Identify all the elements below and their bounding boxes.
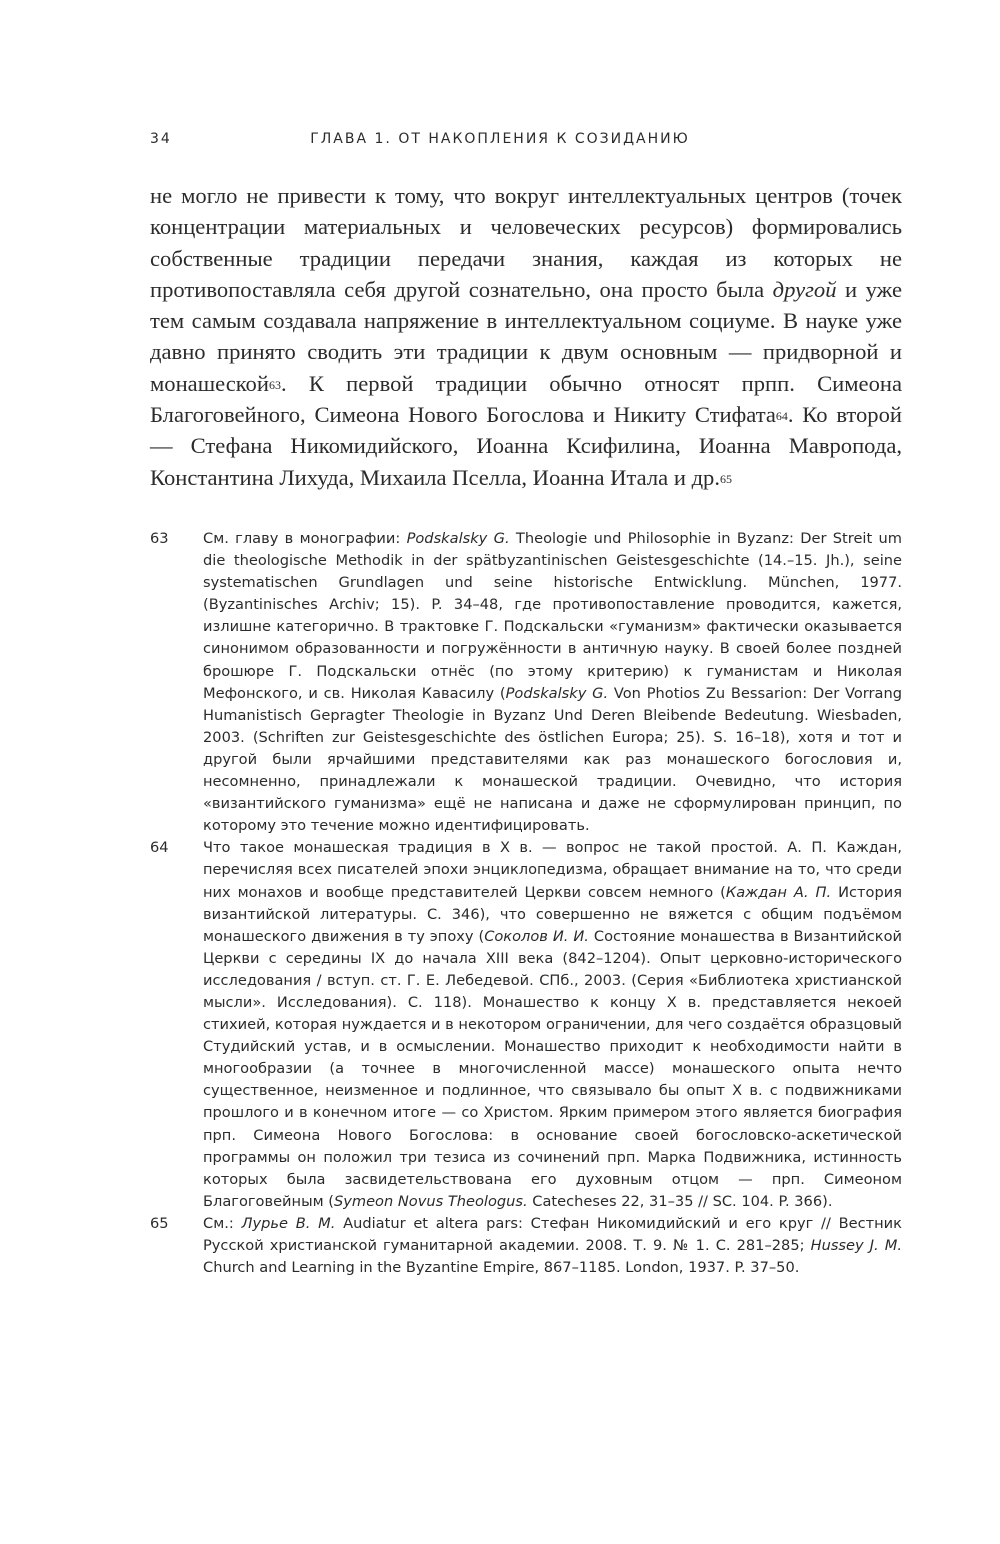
main-paragraph [150,180,902,493]
footnote-text-part: Church and Learning in the Byzantine Empire, 867–1185. London, 1937. P. 37–50. [203,1259,800,1277]
footnote-author: Соколов И. И. [484,927,589,945]
main-text-part-4: . Ко второй — Стефана Никомидийского, Иоанна Ксифилина, Иоанна Мавропода, Константина Лихуда, Михаила Пселла, Иоанна Итала и др. [150,402,902,490]
footnote-text [203,1213,902,1279]
footnote-author: Каждан А. П. [725,883,832,901]
footnote-text-part: Theologie und Philosophie in Byzanz: Der Streit um die theologische Methodik in der spätbyzantinischen Geistesgeschichte (14.–15. Jh.), seine systematischen Grundlagen und seine historische Entwicklung. München, 1977. (Byzantinisches Archiv; 15). P. 34–48, где противопоставление проводится, кажется, излишне категорично. В трактовке Г. Подскальски «гуманизм» фактически оказывается синонимом образованности и погружённости в античную науку. В своей более поздней брошюре Г. Подскальски отнёс (по этому критерию) к гуманистам и Николая Мефонского, и св. Николая Кавасилу ( [203,530,902,702]
footnote-number: 63 [150,530,169,547]
footnote-author: Podskalsky G. [505,684,609,702]
footnote-text [203,837,902,1213]
main-text-part-1: не могло не привести к тому, что вокруг интеллектуальных центров (точек концентрации материальных и человеческих ресурсов) формировались собственные традиции передачи знания, каждая из которых не противопоставляла себя другой сознательно, она просто была [150,183,902,302]
main-text-emphasis: другой [772,276,837,302]
footnote-ref-63[interactable]: 63 [268,377,281,392]
running-head: ГЛАВА 1. ОТ НАКОПЛЕНИЯ К СОЗИДАНИЮ [310,131,690,147]
main-text-part-2: и уже тем самым создавала напряжение в интеллектуальном социуме. В науке уже давно принято сводить эти традиции к двум основным — придворной и монашеской [150,276,902,396]
page-number: 34 [150,131,172,147]
footnote-author: Лурье В. М. [241,1214,336,1232]
footnote-text-part: Von Photios Zu Bessarion: Der Vorrang Humanistisch Gepragter Theologie in Byzanz Und Deren Bleibende Bedeutung. Wiesbaden, 2003. (Schriften zur Geistesgeschichte des östlichen Europa; 25). S. 16–18), хотя и тот и другой были ярчайшими представителями как раз монашеского богословия и, несомненно, принадлежали к монашеской традиции. Очевидно, что история «византийского гуманизма» ещё не написана и даже не сформулирован принцип, по которому это течение можно идентифицировать. [203,684,902,835]
footnote-text-part: Состояние монашества в Византийской Церкви с середины IX до начала XIII века (842–1204). Опыт церковно-исторического исследования / вступ. ст. Г. Е. Лебедевой. СПб., 2003. (Серия «Библиотека христианской мысли». Исследования). С. 118). Монашество к концу X в. представляется некоей стихией, которая нуждается и в некотором ограничении, для чего создаётся образцовый Студийский устав, и в осмыслении. Монашество приходит к необходимости найти в многообразии (а точнее в многочисленной массе) монашеского опыта нечто существенное, неизменное и подлинное, что связывало бы опыт X в. с подвижниками прошлого и в конечном итоге — со Христом. Ярким примером этого является биография прп. Симеона Нового Богослова: в основание своей богословско-аскетической программы он положил три тезиса из сочинений прп. Марка Подвижника, истинность которых была засвидетельствована его духовным отцом — прп. Симеоном Благоговейным ( [203,927,902,1210]
main-text-part-3: . К первой традиции обычно относят прпп. Симеона Благоговейного, Симеона Нового Богослова и Никиту Стифата [150,370,902,428]
footnote-author: Podskalsky G. [406,530,510,547]
footnote-text-part: Что такое монашеская традиция в X в. — вопрос не такой простой. А. П. Каждан, перечисляя всех писателей эпохи энциклопедизма, обращает внимание на то, что среди них монахов и вообще представителей Церкви совсем немного ( [203,839,902,901]
footnote-64 [150,837,902,1213]
footnote-text-part: См.: [203,1214,242,1232]
footnote-text-part: См. главу в монографии: [203,530,407,547]
footnote-65 [150,1213,902,1279]
footnote-text-part: Catecheses 22, 31–35 // SC. 104. P. 366). [527,1192,833,1210]
footnote-63 [150,528,902,837]
footnote-text-part: Audiatur et altera pars: Стефан Никомидийский и его круг // Вестник Русской христианской гуманитарной академии. 2008. Т. 9. № 1. С. 281–285; [203,1214,902,1254]
footnote-ref-64[interactable]: 64 [775,409,788,424]
footnote-author: Hussey J. M. [810,1237,902,1254]
footnote-text [203,528,902,837]
footnote-ref-65[interactable]: 65 [720,471,733,486]
footnote-text-part: История византийской литературы. С. 346), что совершенно не вяжется с общим подъёмом монашеского движения в ту эпоху ( [203,883,902,945]
footnote-author: Symeon Novus Theologus. [333,1192,528,1210]
footnote-number: 65 [150,1214,169,1232]
footnotes [150,528,902,1279]
footnote-number: 64 [150,839,169,857]
page-header [150,131,850,155]
